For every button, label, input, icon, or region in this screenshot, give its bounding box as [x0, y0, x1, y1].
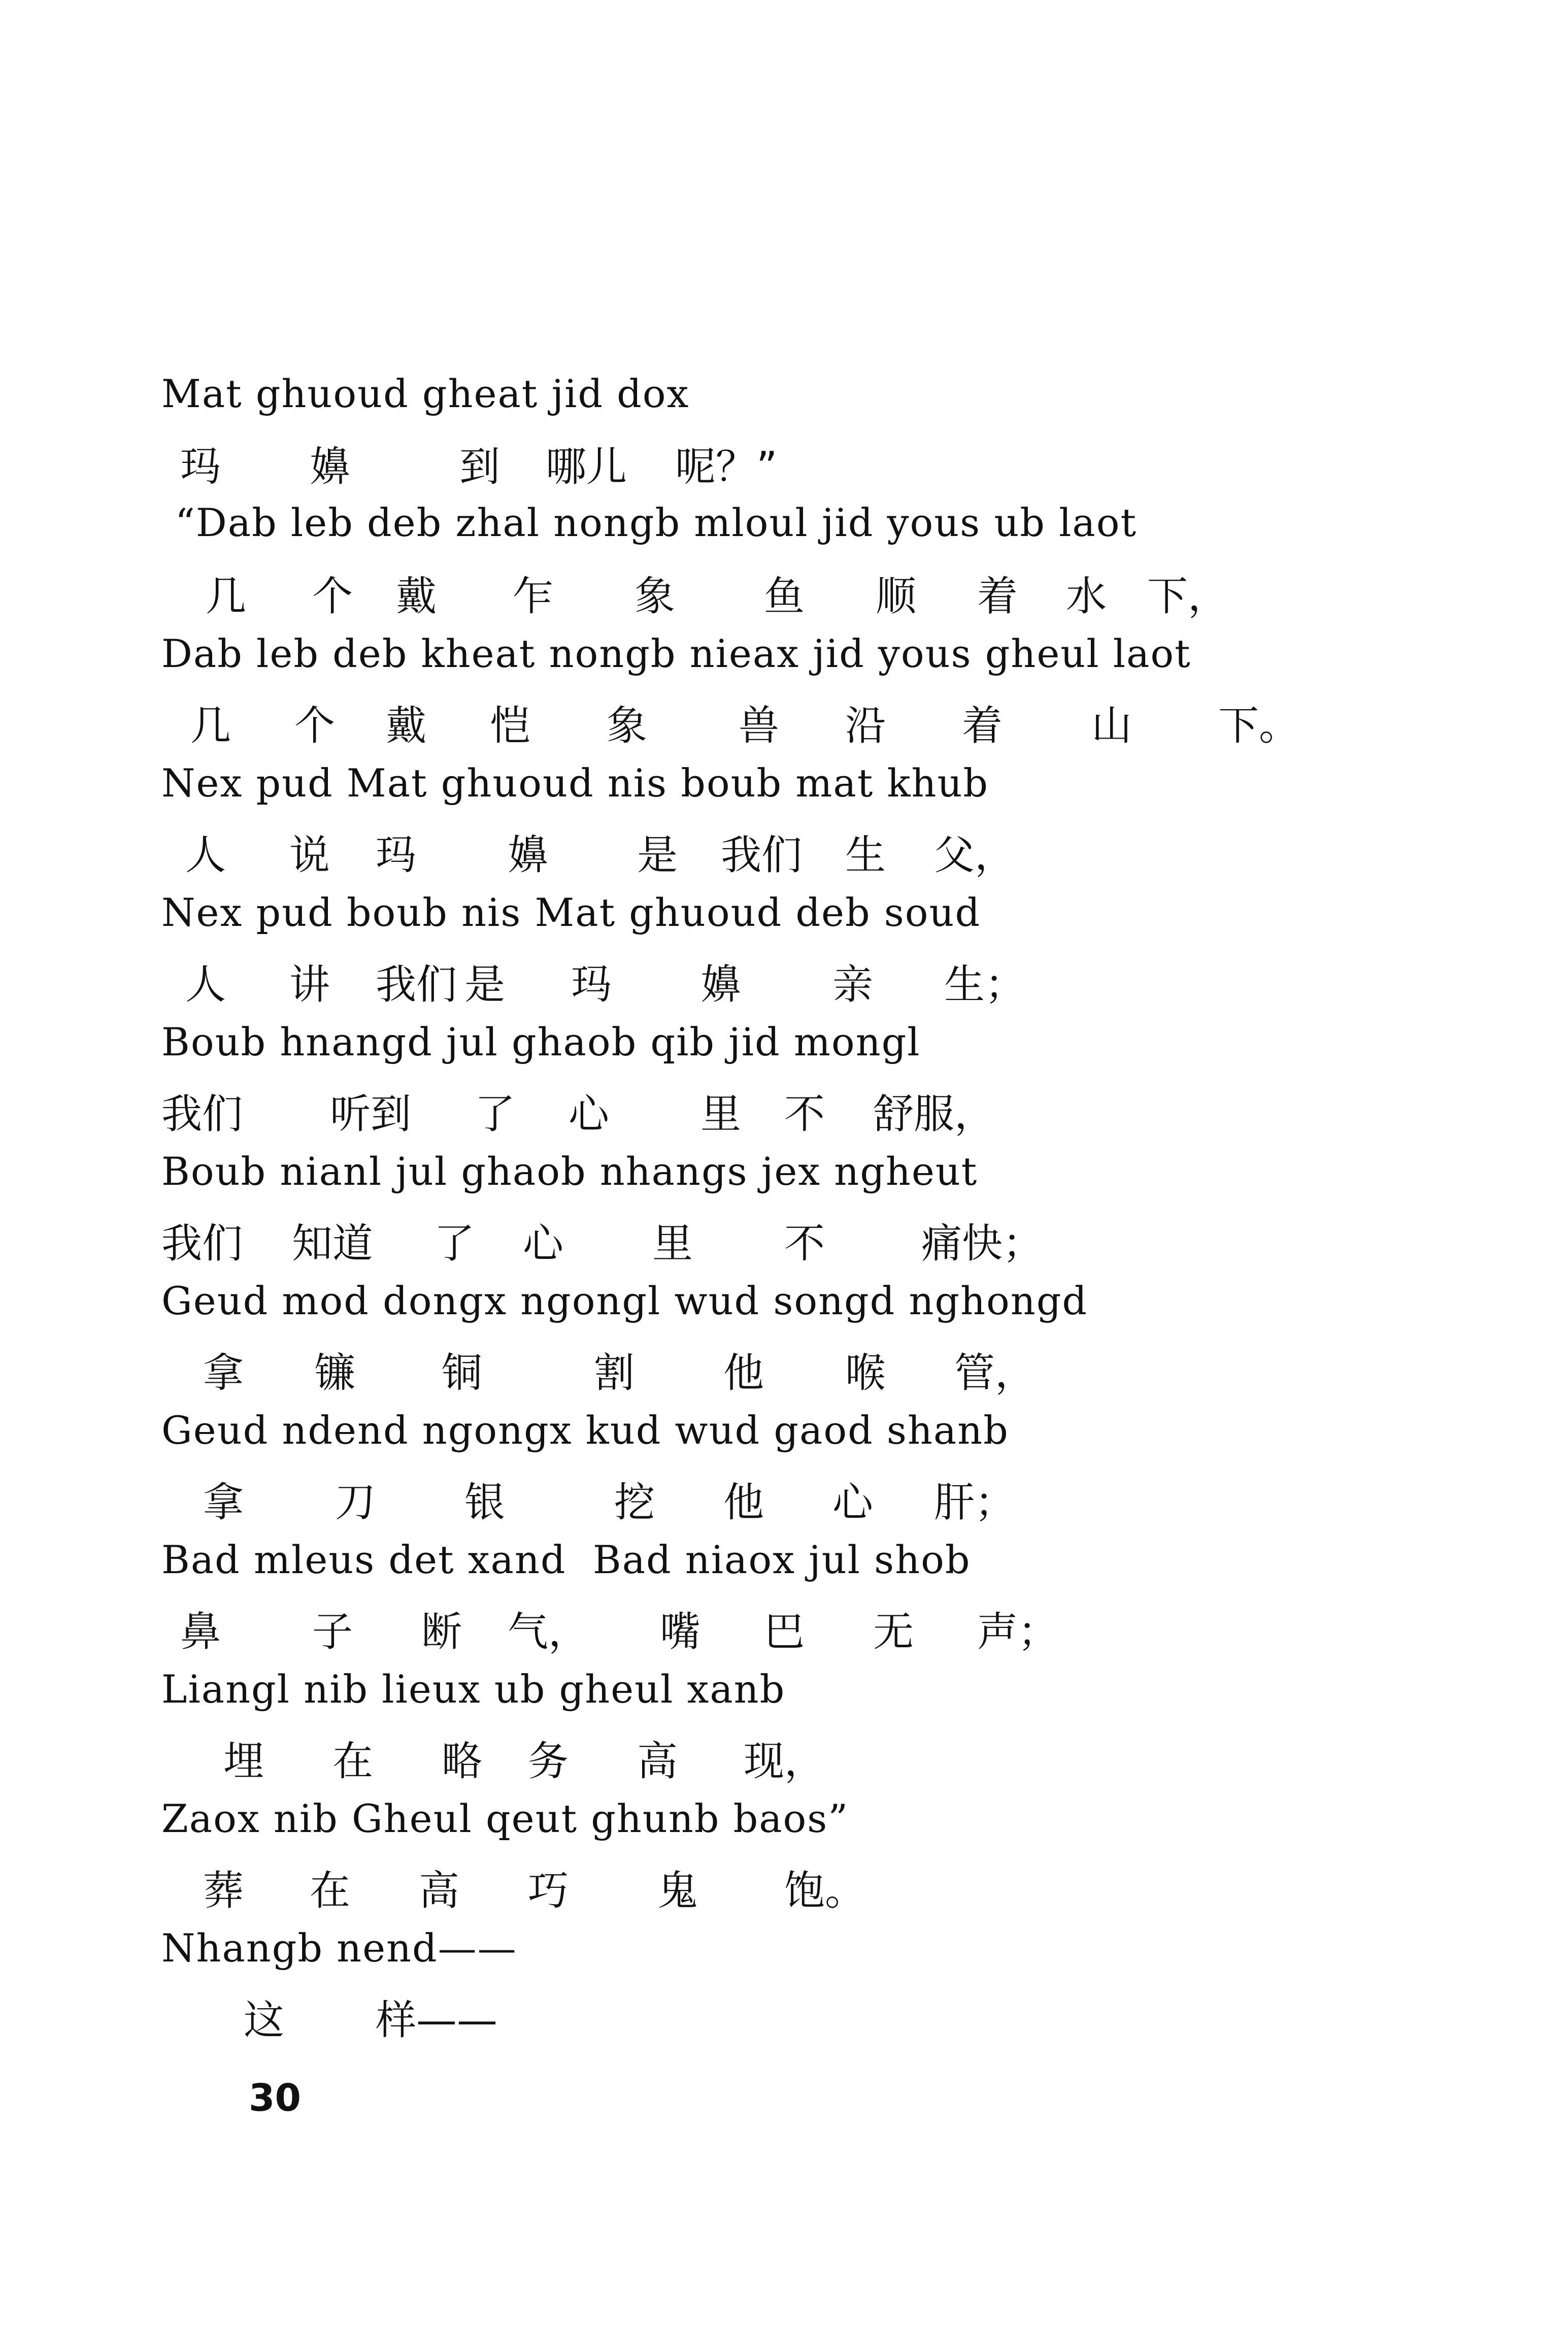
gloss-word: 讲 [289, 961, 330, 1008]
miao-line: Boub nianl jul ghaob nhangs jex ngheut [161, 1149, 978, 1194]
gloss-word: 哪儿 [546, 443, 627, 490]
gloss-word: 他 [723, 1479, 764, 1526]
gloss-word: 听到 [330, 1090, 411, 1138]
gloss-word: 刀 [335, 1479, 376, 1526]
gloss-word: 鼻 [180, 1608, 221, 1655]
gloss-word: 心 [832, 1479, 873, 1526]
gloss-word: 埋 [223, 1738, 264, 1785]
gloss-word: 他 [723, 1349, 764, 1396]
gloss-word: 下， [1147, 573, 1228, 620]
gloss-word: 戴 [386, 702, 426, 749]
gloss-word: 镰 [315, 1349, 355, 1396]
gloss-word: 沿 [845, 702, 886, 749]
gloss-word: 肝； [934, 1479, 1015, 1526]
gloss-word: 个 [294, 702, 335, 749]
gloss-word: 顺 [876, 573, 916, 620]
gloss-word: 乍 [513, 573, 553, 620]
miao-line: Liangl nib lieux ub gheul xanb [161, 1667, 786, 1712]
gloss-word: 到 [459, 443, 500, 490]
gloss-word: 说 [289, 831, 330, 879]
miao-line: Nex pud boub nis Mat ghuoud deb soud [161, 890, 981, 935]
gloss-word: 亲 [832, 961, 873, 1008]
gloss-word: 饱。 [784, 1867, 865, 1914]
gloss-word: 我们 [376, 961, 457, 1008]
gloss-word: 父， [934, 831, 1015, 879]
gloss-word: 声； [977, 1608, 1058, 1655]
gloss-word: 这 [244, 1996, 284, 2044]
gloss-word: 心 [523, 1220, 563, 1267]
gloss-word: 几 [190, 702, 231, 749]
gloss-word: 恺 [490, 702, 530, 749]
gloss-word: 割 [594, 1349, 635, 1396]
gloss-word: 我们 [161, 1090, 243, 1138]
gloss-word: 着 [962, 702, 1003, 749]
gloss-word: 了 [434, 1220, 475, 1267]
gloss-word: 是 [464, 961, 505, 1008]
gloss-word: 高 [637, 1738, 678, 1785]
miao-line: Nhangb nend—— [161, 1925, 517, 1971]
gloss-word: 务 [528, 1738, 569, 1785]
gloss-word: 样—— [376, 1996, 497, 2044]
gloss-word: 断 [421, 1608, 462, 1655]
gloss-word: 鬼 [657, 1867, 698, 1914]
miao-line: Mat ghuoud gheat jid dox [161, 371, 690, 416]
gloss-word: 嬶 [310, 443, 350, 490]
gloss-word: 了 [475, 1090, 515, 1138]
gloss-word: 鱼 [764, 573, 805, 620]
gloss-word: 人 [185, 831, 226, 879]
gloss-word: 玛 [571, 961, 612, 1008]
gloss-word: 子 [312, 1608, 353, 1655]
gloss-word: 心 [569, 1090, 609, 1138]
gloss-word: 在 [310, 1867, 350, 1914]
gloss-word: 拿 [203, 1479, 244, 1526]
gloss-word: 兽 [739, 702, 779, 749]
miao-line: “Dab leb deb zhal nongb mloul jid yous ub laot [175, 500, 1137, 545]
gloss-word: 戴 [396, 573, 437, 620]
gloss-word: 下。 [1218, 702, 1299, 749]
gloss-word: 水 [1066, 573, 1107, 620]
miao-line: Geud mod dongx ngongl wud songd nghongd [161, 1278, 1088, 1323]
gloss-word: 气， [508, 1608, 589, 1655]
gloss-word: 玛 [180, 443, 221, 490]
gloss-word: 知道 [292, 1220, 373, 1267]
gloss-word: 里 [700, 1090, 741, 1138]
page-number: 30 [249, 2076, 301, 2120]
gloss-word: 象 [607, 702, 647, 749]
gloss-word: 生 [845, 831, 886, 879]
gloss-word: 在 [332, 1738, 373, 1785]
gloss-word: 高 [419, 1867, 459, 1914]
gloss-word: 嘴 [660, 1608, 700, 1655]
gloss-word: 着 [977, 573, 1018, 620]
gloss-word: 呢？” [675, 443, 778, 490]
gloss-word: 铜 [442, 1349, 482, 1396]
miao-line: Dab leb deb kheat nongb nieax jid yous gheul laot [161, 631, 1191, 676]
gloss-word: 山 [1091, 702, 1132, 749]
gloss-word: 我们 [721, 831, 802, 879]
miao-line: Geud ndend ngongx kud wud gaod shanb [161, 1408, 1009, 1453]
gloss-word: 喉 [845, 1349, 886, 1396]
gloss-word: 嬶 [700, 961, 741, 1008]
gloss-word: 不 [784, 1220, 825, 1267]
gloss-word: 是 [637, 831, 678, 879]
gloss-word: 拿 [203, 1349, 244, 1396]
gloss-word: 不 [784, 1090, 825, 1138]
gloss-word: 管， [954, 1349, 1036, 1396]
miao-line: Boub hnangd jul ghaob qib jid mongl [161, 1019, 921, 1064]
gloss-word: 银 [464, 1479, 505, 1526]
gloss-word: 我们 [161, 1220, 243, 1267]
gloss-word: 象 [635, 573, 675, 620]
gloss-word: 挖 [614, 1479, 655, 1526]
miao-line: Nex pud Mat ghuoud nis boub mat khub [161, 760, 989, 806]
miao-line: Zaox nib Gheul qeut ghunb baos” [161, 1796, 849, 1841]
gloss-word: 玛 [376, 831, 416, 879]
gloss-word: 痛快； [921, 1220, 1043, 1267]
gloss-word: 葬 [203, 1867, 244, 1914]
gloss-word: 略 [442, 1738, 482, 1785]
gloss-word: 现， [744, 1738, 825, 1785]
gloss-word: 人 [185, 961, 226, 1008]
gloss-word: 生； [944, 961, 1025, 1008]
gloss-word: 里 [652, 1220, 693, 1267]
gloss-word: 舒服， [873, 1090, 995, 1138]
gloss-word: 嬶 [508, 831, 548, 879]
miao-line: Bad mleus det xand Bad niaox jul shob [161, 1537, 971, 1582]
gloss-word: 几 [206, 573, 246, 620]
gloss-word: 巧 [528, 1867, 569, 1914]
gloss-word: 个 [312, 573, 353, 620]
gloss-word: 无 [873, 1608, 914, 1655]
gloss-word: 巴 [764, 1608, 805, 1655]
